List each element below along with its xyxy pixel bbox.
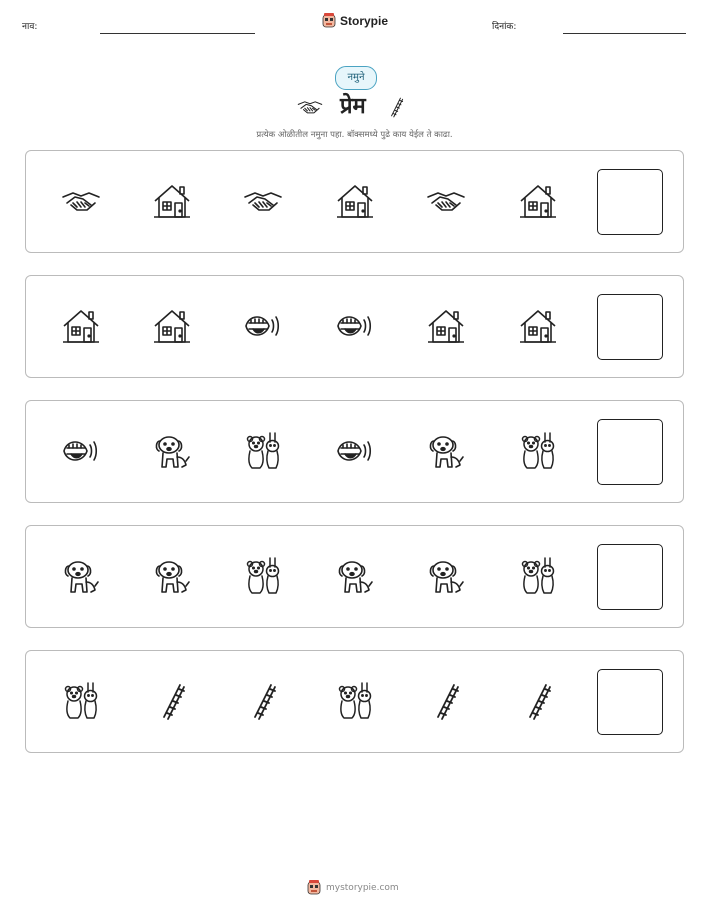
pattern-row bbox=[25, 650, 684, 753]
rope-icon bbox=[518, 681, 558, 721]
pattern-row bbox=[25, 275, 684, 378]
title-row bbox=[0, 90, 709, 124]
rope-icon bbox=[385, 90, 407, 124]
speaking-mouth-icon bbox=[243, 306, 283, 346]
answer-box[interactable] bbox=[597, 294, 663, 360]
pattern-cell bbox=[335, 431, 375, 471]
pattern-row bbox=[25, 150, 684, 253]
pattern-cell bbox=[335, 181, 375, 221]
teddy-bunny-icon bbox=[518, 556, 558, 596]
teddy-bunny-icon bbox=[518, 431, 558, 471]
footer-url[interactable]: mystorypie.com bbox=[326, 883, 399, 893]
pattern-cell bbox=[426, 431, 466, 471]
footer bbox=[307, 880, 399, 896]
storypie-mascot-icon bbox=[322, 13, 336, 29]
pattern-cell bbox=[518, 431, 558, 471]
pattern-cell bbox=[152, 681, 192, 721]
speaking-mouth-icon bbox=[335, 431, 375, 471]
house-icon bbox=[335, 181, 375, 221]
pattern-row bbox=[25, 400, 684, 503]
pattern-cell bbox=[243, 681, 283, 721]
patterns-tag: नमुने bbox=[335, 66, 377, 90]
pattern-cell bbox=[518, 556, 558, 596]
answer-box[interactable] bbox=[597, 544, 663, 610]
pattern-cell bbox=[518, 681, 558, 721]
pattern-cell bbox=[426, 181, 466, 221]
pattern-cell bbox=[61, 681, 101, 721]
speaking-mouth-icon bbox=[61, 431, 101, 471]
pattern-row bbox=[25, 525, 684, 628]
house-icon bbox=[61, 306, 101, 346]
pattern-cell bbox=[61, 556, 101, 596]
teddy-bunny-icon bbox=[335, 681, 375, 721]
answer-box[interactable] bbox=[597, 419, 663, 485]
pattern-cell bbox=[152, 181, 192, 221]
teddy-bunny-icon bbox=[243, 556, 283, 596]
house-icon bbox=[518, 181, 558, 221]
name-label: नाव: bbox=[22, 22, 38, 32]
pattern-cell bbox=[426, 556, 466, 596]
storypie-mascot-icon bbox=[307, 880, 321, 896]
pattern-cell bbox=[243, 556, 283, 596]
brand-name: Storypie bbox=[340, 14, 389, 28]
date-label: दिनांक: bbox=[492, 22, 517, 32]
house-icon bbox=[518, 306, 558, 346]
pattern-cell bbox=[335, 306, 375, 346]
pattern-cell bbox=[518, 181, 558, 221]
handshake-icon bbox=[243, 181, 283, 221]
rope-icon bbox=[426, 681, 466, 721]
house-icon bbox=[152, 306, 192, 346]
pattern-cell bbox=[426, 306, 466, 346]
pattern-cell bbox=[152, 431, 192, 471]
name-line[interactable] bbox=[100, 33, 255, 34]
puppy-icon bbox=[152, 556, 192, 596]
pattern-cell bbox=[426, 681, 466, 721]
handshake-icon bbox=[426, 181, 466, 221]
pattern-cell bbox=[243, 306, 283, 346]
puppy-icon bbox=[152, 431, 192, 471]
handshake-icon bbox=[294, 94, 326, 120]
pattern-cell bbox=[152, 556, 192, 596]
pattern-cell bbox=[335, 681, 375, 721]
pattern-cell bbox=[243, 181, 283, 221]
answer-box[interactable] bbox=[597, 169, 663, 235]
house-icon bbox=[152, 181, 192, 221]
brand-logo bbox=[322, 13, 388, 29]
pattern-cell bbox=[61, 306, 101, 346]
instruction-text: प्रत्येक ओळीतील नमुना पहा. बॉक्समध्ये पुढे काय येईल ते काढा. bbox=[256, 130, 453, 140]
pattern-cell bbox=[61, 181, 101, 221]
pattern-cell bbox=[243, 431, 283, 471]
puppy-icon bbox=[61, 556, 101, 596]
speaking-mouth-icon bbox=[335, 306, 375, 346]
rope-icon bbox=[243, 681, 283, 721]
house-icon bbox=[426, 306, 466, 346]
page-title: प्रेम bbox=[340, 94, 366, 119]
pattern-cell bbox=[152, 306, 192, 346]
rope-icon bbox=[152, 681, 192, 721]
teddy-bunny-icon bbox=[61, 681, 101, 721]
answer-box[interactable] bbox=[597, 669, 663, 735]
pattern-cell bbox=[335, 556, 375, 596]
pattern-cell bbox=[61, 431, 101, 471]
puppy-icon bbox=[426, 431, 466, 471]
teddy-bunny-icon bbox=[243, 431, 283, 471]
date-line[interactable] bbox=[563, 33, 686, 34]
pattern-cell bbox=[518, 306, 558, 346]
handshake-icon bbox=[61, 181, 101, 221]
puppy-icon bbox=[335, 556, 375, 596]
puppy-icon bbox=[426, 556, 466, 596]
